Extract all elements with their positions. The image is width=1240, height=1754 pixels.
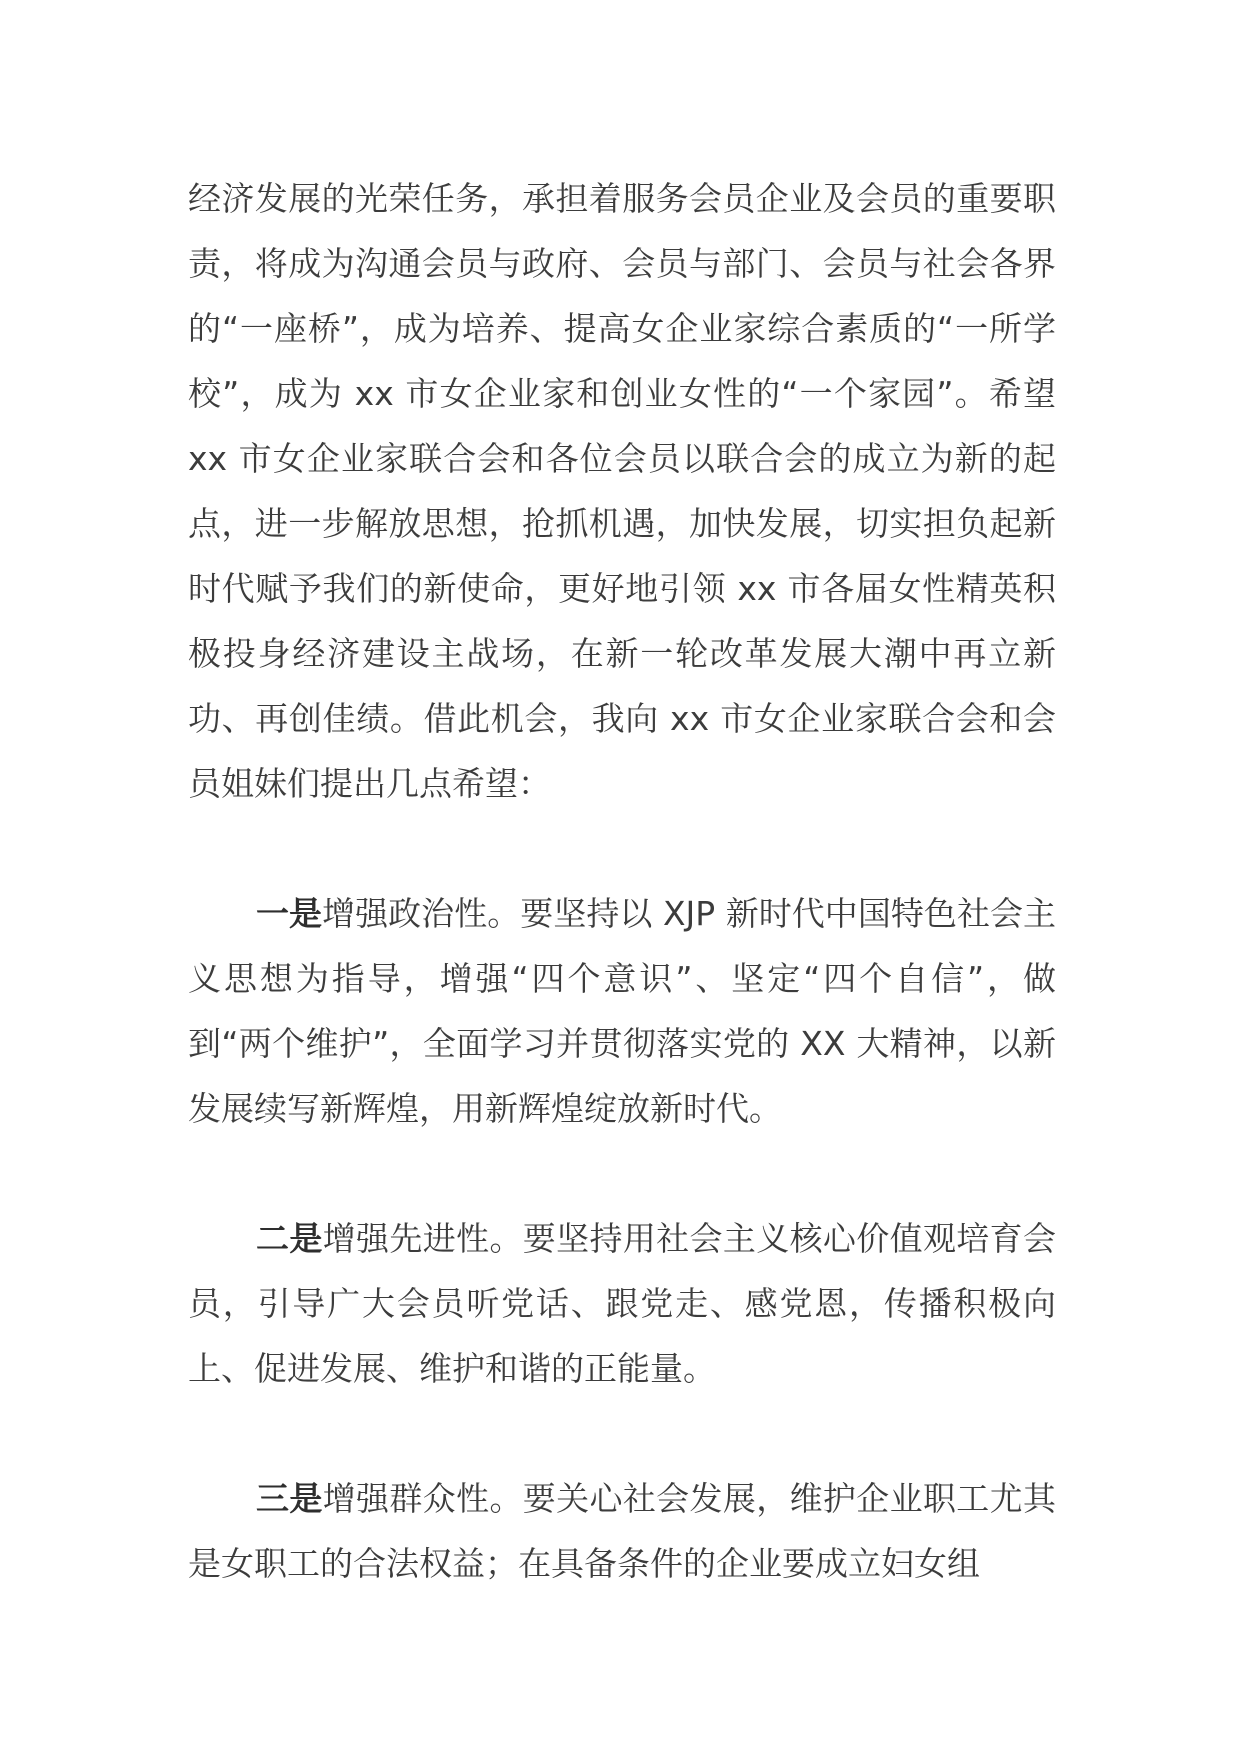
paragraph-text: 经济发展的光荣任务，承担着服务会员企业及会员的重要职责，将成为沟通会员与政府、会员与部门、会员与社会各界的“一座桥”，成为培养、提高女企业家综合素质的“一所学校”，成为 xx 市女企业家和创业女性的“一个家园”。希望 xx 市女企业家联合会和各位会员以联合会的成立为新的起点，进一步解放思想，抢抓机遇，加快发展，切实担负起新时代赋予我们的新使命，更好地引领 xx 市各届女性精英积极投身经济建设主战场，在新一轮改革发展大潮中再立新功、再创佳绩。借此机会，我向 xx 市女企业家联合会和会员姐妹们提出几点希望： xyxy=(188,179,1056,803)
paragraph-point-three xyxy=(188,1466,1056,1596)
paragraph-text: 增强群众性。要关心社会发展，维护企业职工尤其是女职工的合法权益；在具备条件的企业要成立妇女组 xyxy=(188,1479,1057,1583)
paragraph-text: 增强先进性。要坚持用社会主义核心价值观培育会员，引导广大会员听党话、跟党走、感党恩，传播积极向上、促进发展、维护和谐的正能量。 xyxy=(188,1219,1057,1388)
paragraph-point-two xyxy=(188,1206,1056,1401)
paragraph-lead: 一是 xyxy=(256,894,323,933)
paragraph-point-one xyxy=(188,881,1056,1141)
paragraph-lead: 三是 xyxy=(256,1479,323,1518)
paragraph-text: 增强政治性。要坚持以 XJP 新时代中国特色社会主义思想为指导，增强“四个意识”、坚定“四个自信”，做到“两个维护”，全面学习并贯彻落实党的 XX 大精神，以新发展续写新辉煌，用新辉煌绽放新时代。 xyxy=(188,894,1057,1128)
paragraph-intro-continuation xyxy=(188,166,1056,816)
document-body xyxy=(188,166,1056,1596)
paragraph-lead: 二是 xyxy=(256,1219,323,1258)
